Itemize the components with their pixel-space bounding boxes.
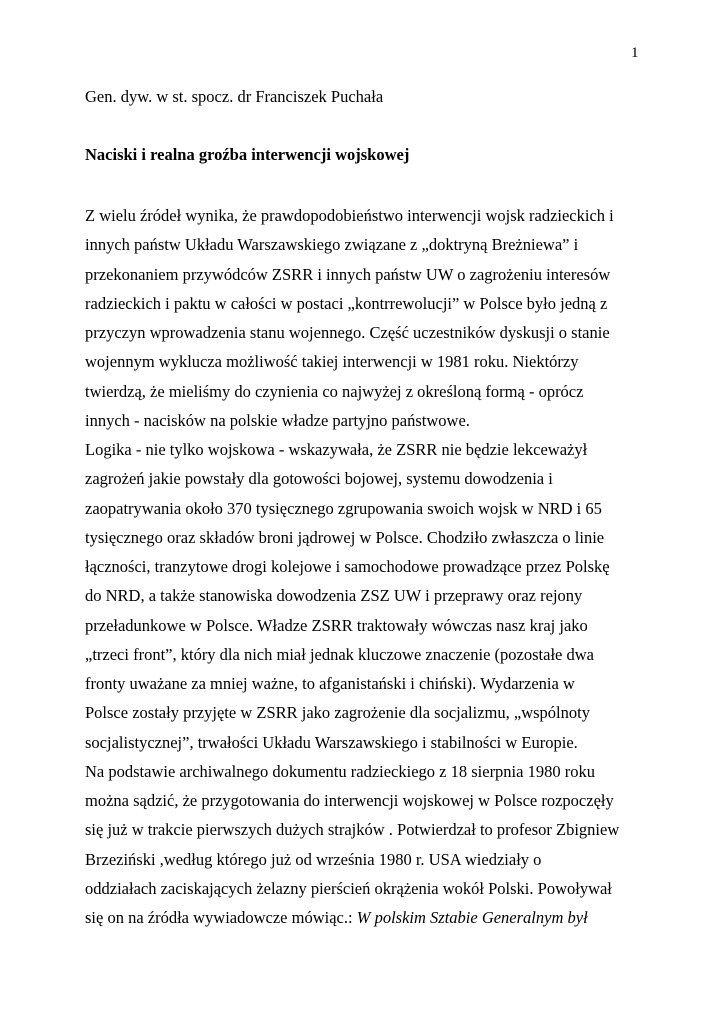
text-line: można sądzić, że przygotowania do interwencji wojskowej w Polsce rozpoczęły bbox=[85, 791, 614, 810]
text-line: „trzeci front”, który dla nich miał jednak kluczowe znaczenie (pozostałe dwa bbox=[85, 644, 594, 664]
text-line: innych - nacisków na polskie władze partyjno państwowe. bbox=[85, 410, 470, 430]
text-line: twierdzą, że mieliśmy do czynienia co najwyżej z określoną formą - oprócz bbox=[85, 381, 584, 401]
text-line: fronty uważane za mniej ważne, to afganistański i chiński). Wydarzenia w bbox=[85, 674, 575, 693]
text-line: łączności, tranzytowe drogi kolejowe i samochodowe prowadzące przez Polskę bbox=[85, 557, 610, 576]
author-line: Gen. dyw. w st. spocz. dr Franciszek Puchała bbox=[85, 87, 384, 106]
text-line: się już w trakcie pierwszych dużych strajków . Potwierdzał to profesor Zbigniew bbox=[85, 820, 620, 840]
text-run-regular: się on na źródła wywiadowcze mówiąc.: bbox=[85, 908, 357, 927]
text-line: przeładunkowe w Polsce. Władze ZSRR traktowały wówczas nasz kraj jako bbox=[85, 615, 588, 635]
text-line: przekonaniem przywódców ZSRR i innych państw UW o zagrożeniu interesów bbox=[85, 264, 611, 284]
text-line: przyczyn wprowadzenia stanu wojennego. Część uczestników dyskusji o stanie bbox=[85, 323, 610, 342]
text-line: do NRD, a także stanowiska dowodzenia ZSZ UW i przeprawy oraz rejony bbox=[85, 586, 583, 606]
text-line-last bbox=[85, 903, 645, 932]
text-line: socjalistycznej”, trwałości Układu Warszawskiego i stabilności w Europie. bbox=[85, 732, 578, 752]
text-line: oddziałach zaciskających żelazny pierścień okrążenia wokół Polski. Powoływał bbox=[85, 878, 612, 898]
document-title: Naciski i realna groźba interwencji wojskowej bbox=[85, 145, 410, 164]
text-line: tysięcznego oraz składów broni jądrowej w Polsce. Chodziło zwłaszcza o linie bbox=[85, 527, 605, 547]
body-text bbox=[85, 201, 645, 932]
text-line: Brzeziński ,według którego już od września 1980 r. USA wiedziały o bbox=[85, 849, 542, 869]
page-number: 1 bbox=[631, 45, 639, 61]
text-line: Logika - nie tylko wojskowa - wskazywała, że ZSRR nie będzie lekceważył bbox=[85, 440, 588, 459]
text-line: zagrożeń jakie powstały dla gotowości bojowej, systemu dowodzenia i bbox=[85, 469, 553, 489]
text-line: Na podstawie archiwalnego dokumentu radzieckiego z 18 sierpnia 1980 roku bbox=[85, 761, 595, 781]
text-line: Z wielu źródeł wynika, że prawdopodobieństwo interwencji wojsk radzieckich i bbox=[85, 206, 614, 225]
text-line: wojennym wyklucza możliwość takiej interwencji w 1981 roku. Niektórzy bbox=[85, 352, 579, 372]
text-line: zaopatrywania około 370 tysięcznego zgrupowania swoich wojsk w NRD i 65 bbox=[85, 498, 602, 518]
text-run-italic: W polskim Sztabie Generalnym był bbox=[356, 908, 588, 927]
text-line: innych państw Układu Warszawskiego związane z „doktryną Breżniewa” i bbox=[85, 235, 579, 255]
text-line: Polsce zostały przyjęte w ZSRR jako zagrożenie dla socjalizmu, „wspólnoty bbox=[85, 703, 590, 723]
text-line: radzieckich i paktu w całości w postaci „kontrrewolucji” w Polsce było jedną z bbox=[85, 293, 608, 313]
